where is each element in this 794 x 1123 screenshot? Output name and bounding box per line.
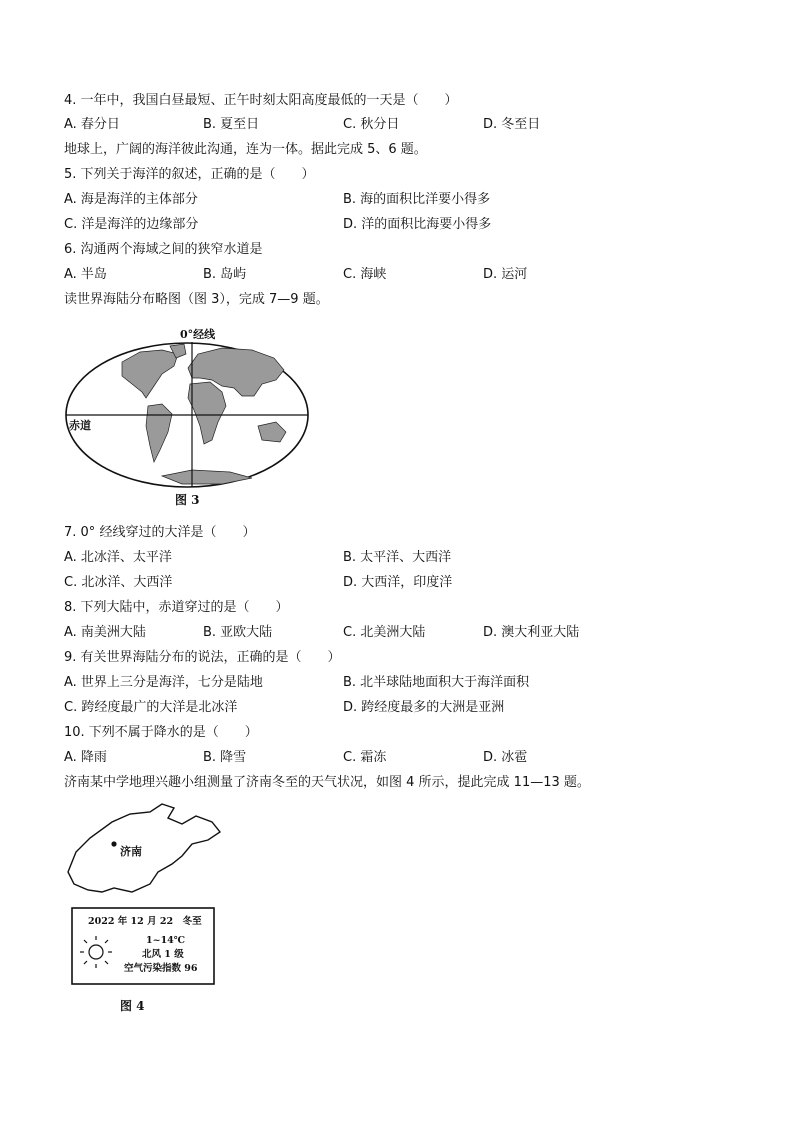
q9-option-b: B. 北半球陆地面积大于海洋面积 xyxy=(343,675,530,690)
figure-4-weather xyxy=(62,800,227,1020)
q5-option-d: D. 洋的面积比海要小得多 xyxy=(343,217,492,232)
q10-option-a: A. 降雨 xyxy=(64,750,107,765)
intro-11-13: 济南某中学地理兴趣小组测量了济南冬至的天气状况，如图 4 所示，提此完成 11—13 题。 xyxy=(64,775,590,790)
q8-option-a: A. 南美洲大陆 xyxy=(64,625,146,640)
world-map-svg xyxy=(62,322,312,512)
q6-stem: 6. 沟通两个海域之间的狭窄水道是 xyxy=(64,242,263,257)
figure-4-svg xyxy=(62,800,227,1020)
q6-option-d: D. 运河 xyxy=(483,267,528,282)
q7-option-d: D. 大西洋，印度洋 xyxy=(343,575,453,590)
q10-stem: 10. 下列不属于降水的是（ ） xyxy=(64,725,258,740)
shandong-outline xyxy=(68,804,220,892)
q9-stem: 9. 有关世界海陆分布的说法，正确的是（ ） xyxy=(64,650,341,665)
q4-option-b: B. 夏至日 xyxy=(203,117,260,132)
q8-option-b: B. 亚欧大陆 xyxy=(203,625,273,640)
q9-option-c: C. 跨经度最广的大洋是北冰洋 xyxy=(64,700,238,715)
q6-option-b: B. 岛屿 xyxy=(203,267,247,282)
q7-option-c: C. 北冰洋、大西洋 xyxy=(64,575,173,590)
figure-4-caption: 图 4 xyxy=(120,999,145,1013)
q9-option-a: A. 世界上三分是海洋，七分是陆地 xyxy=(64,675,263,690)
figure-3-caption: 图 3 xyxy=(175,493,200,507)
q7-option-a: A. 北冰洋、太平洋 xyxy=(64,550,172,565)
q8-option-d: D. 澳大利亚大陆 xyxy=(483,625,580,640)
q5-stem: 5. 下列关于海洋的叙述，正确的是（ ） xyxy=(64,167,315,182)
q10-option-d: D. 冰雹 xyxy=(483,750,528,765)
q7-option-b: B. 太平洋、大西洋 xyxy=(343,550,452,565)
q8-stem: 8. 下列大陆中，赤道穿过的是（ ） xyxy=(64,600,289,615)
q5-option-b: B. 海的面积比洋要小得多 xyxy=(343,192,491,207)
q8-option-c: C. 北美洲大陆 xyxy=(343,625,426,640)
equator-label: 赤道 xyxy=(69,419,91,432)
meridian-label: 0°经线 xyxy=(180,328,216,341)
q6-option-c: C. 海峡 xyxy=(343,267,387,282)
q4-stem: 4. 一年中，我国白昼最短、正午时刻太阳高度最低的一天是（ ） xyxy=(64,93,458,108)
figure-3-world-map xyxy=(62,322,312,512)
air-quality: 空气污染指数 96 xyxy=(124,963,198,974)
q10-option-c: C. 霜冻 xyxy=(343,750,387,765)
jinan-marker-icon xyxy=(111,841,116,846)
temperature: 1~14℃ xyxy=(146,935,186,946)
q10-option-b: B. 降雪 xyxy=(203,750,247,765)
q5-option-a: A. 海是海洋的主体部分 xyxy=(64,192,198,207)
q4-option-a: A. 春分日 xyxy=(64,117,120,132)
city-label: 济南 xyxy=(120,845,142,858)
q4-option-c: C. 秋分日 xyxy=(343,117,400,132)
q4-option-d: D. 冬至日 xyxy=(483,117,541,132)
q5-option-c: C. 洋是海洋的边缘部分 xyxy=(64,217,199,232)
q6-option-a: A. 半岛 xyxy=(64,267,107,282)
intro-5-6: 地球上，广阔的海洋彼此沟通，连为一体。据此完成 5、6 题。 xyxy=(64,142,427,157)
weather-date: 2022 年 12 月 22 冬至 xyxy=(88,916,202,927)
intro-7-9: 读世界海陆分布略图（图 3），完成 7—9 题。 xyxy=(64,292,329,307)
q7-stem: 7. 0° 经线穿过的大洋是（ ） xyxy=(64,525,256,540)
wind: 北风 1 级 xyxy=(142,949,184,960)
q9-option-d: D. 跨经度最多的大洲是亚洲 xyxy=(343,700,505,715)
